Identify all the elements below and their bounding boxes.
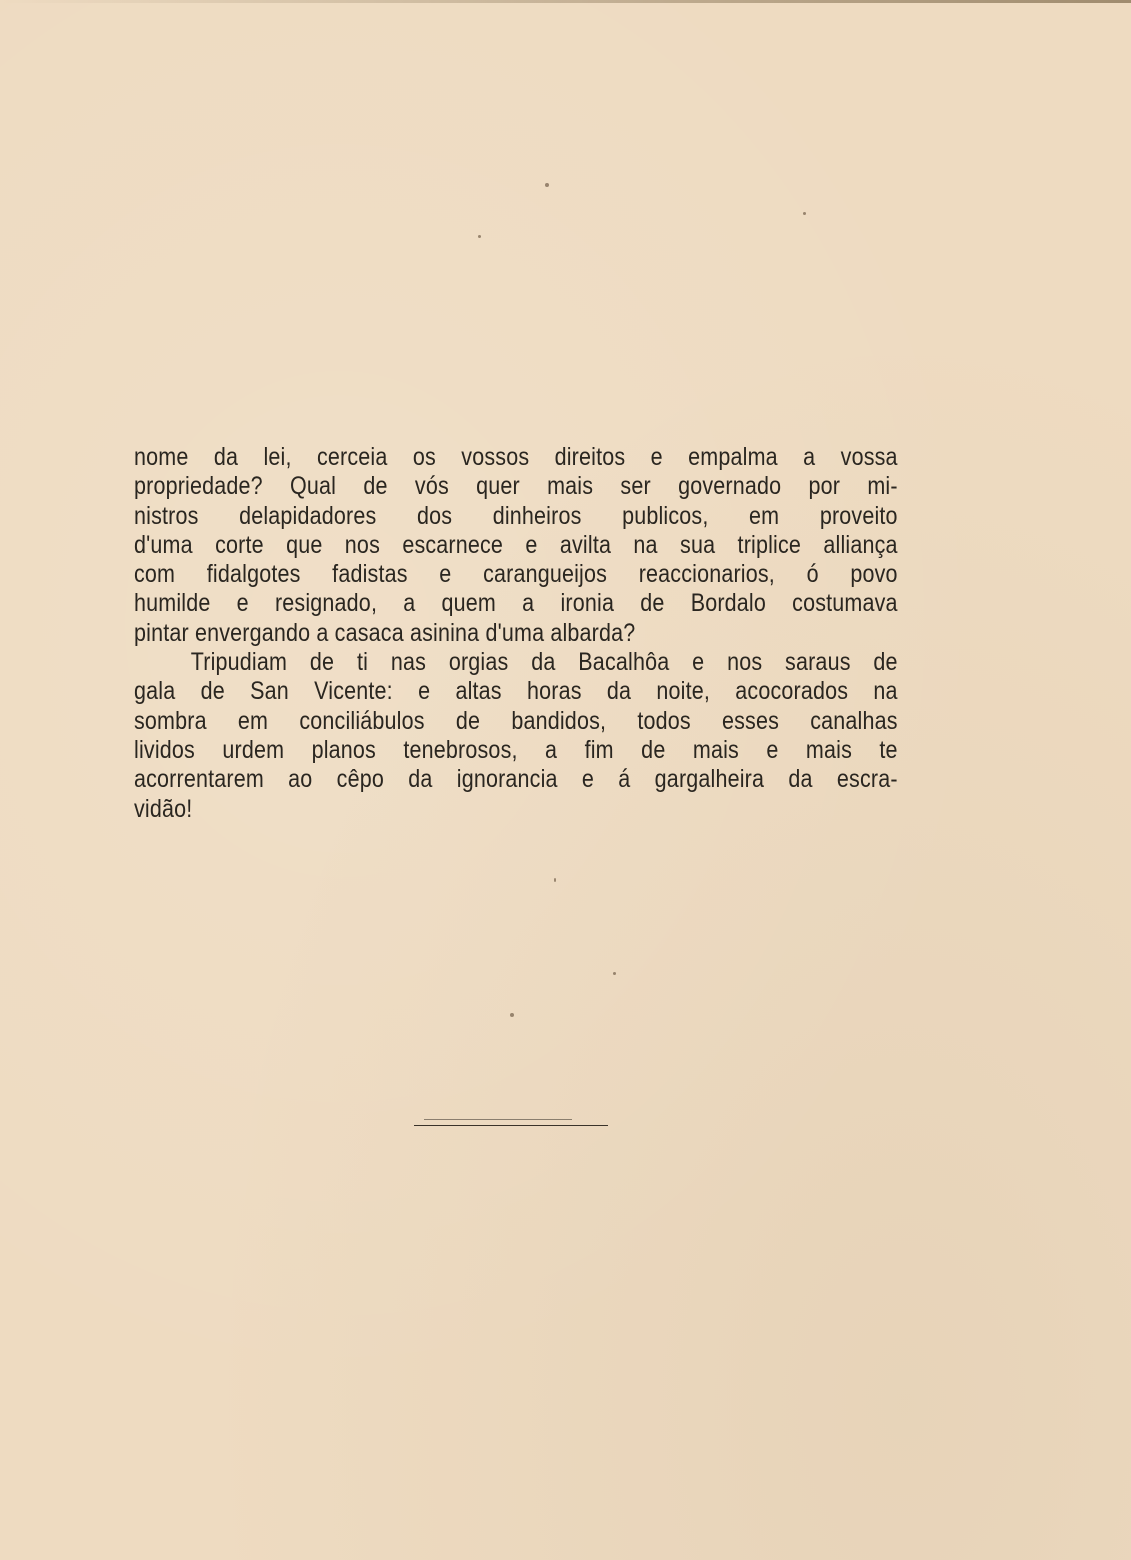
end-rule-lower-line xyxy=(414,1125,608,1126)
end-rule-upper-line xyxy=(424,1119,572,1120)
text-line: humilde e resignado, a quem a ironia de Bordalo costumava xyxy=(134,589,898,618)
text-line: d'uma corte que nos escarnece e avilta na sua triplice alliança xyxy=(134,530,898,559)
text-line: vidão! xyxy=(134,794,193,823)
text-line: nome da lei, cerceia os vossos direitos e empalma a vossa xyxy=(134,443,898,471)
paragraph-2 xyxy=(134,648,898,824)
text-line: sombra em conciliábulos de bandidos, todos esses canalhas xyxy=(134,706,898,735)
text-line: com fidalgotes fadistas e carangueijos reaccionarios, ó povo xyxy=(134,560,898,589)
paper-speck xyxy=(554,878,556,882)
paper-speck xyxy=(510,1013,514,1017)
paper-speck xyxy=(613,972,616,975)
paragraph-1 xyxy=(134,443,898,648)
page-top-edge xyxy=(0,0,1131,3)
text-line: lividos urdem planos tenebrosos, a fim de mais e mais te xyxy=(134,735,898,764)
paper-speck xyxy=(803,212,806,215)
text-line: acorrentarem ao cêpo da ignorancia e á gargalheira da escra- xyxy=(134,765,898,794)
text-line: nistros delapidadores dos dinheiros publicos, em proveito xyxy=(134,501,898,530)
text-line: Tripudiam de ti nas orgias da Bacalhôa e nos saraus de xyxy=(190,648,898,677)
text-line: pintar envergando a casaca asinina d'uma albarda? xyxy=(134,618,636,647)
body-text xyxy=(134,443,898,824)
paper-speck xyxy=(478,235,481,238)
text-line: gala de San Vicente: e altas horas da noite, acocorados na xyxy=(134,677,898,706)
paper-speck xyxy=(545,183,549,187)
text-line: propriedade? Qual de vós quer mais ser governado por mi- xyxy=(134,472,898,501)
